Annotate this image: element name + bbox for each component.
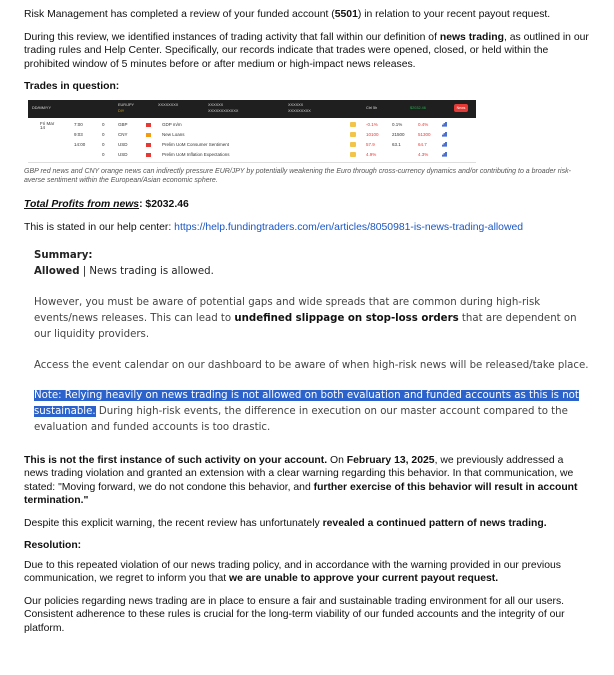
note-label: Note: [34,390,62,402]
intro-text: Risk Management has completed a review of your funded account ( [24,9,335,20]
trades-table-body [28,118,476,163]
summary-title: Summary: [34,250,93,262]
row-forecast: 21500 [392,131,405,137]
resolution-paragraph [24,559,590,586]
impact-flag-icon [146,153,151,157]
header-pair-sub: DIY [118,108,125,113]
header-col5-sub: XXXXXXXXX [288,108,311,113]
folder-icon[interactable] [350,152,356,157]
intro-paragraph [24,8,590,22]
account-number: 5501 [334,9,358,20]
folder-icon[interactable] [350,122,356,127]
chart-icon[interactable] [442,152,447,157]
resolution-bold: we are unable to approve your current payout request. [229,573,499,585]
folder-icon[interactable] [350,132,356,137]
email-body [24,8,590,644]
row-count: 0 [102,131,105,137]
trades-table [28,100,476,163]
review-text-end: , as outlined in our trading rules and Help Center. Specifically, our records indicate that trades were opened, closed, or held within the prohibited window of 5 minutes before or after medium or high-impact news releases. [24,31,589,70]
despite-paragraph [24,517,590,531]
despite-text: Despite this explicit warning, the recent review has unfortunately [24,517,323,529]
impact-flag-icon [146,143,151,147]
impact-flag-icon [146,123,151,127]
row-date: Fri Mar 14 [40,120,55,131]
chart-icon[interactable] [442,122,447,127]
warning-section [24,454,590,636]
row-previous: 64.7 [418,141,427,147]
news-trading-term: news trading [439,31,504,43]
warning-text-2: , we previously addressed a news trading violation and granted an extension with a clear warning regarding this behavior. In that communication, we stated: "Moving forward, we do not condone this behavior, and [24,454,574,493]
row-currency: GBP [118,121,128,127]
impact-flag-icon [146,133,151,137]
row-event: New Loans [162,131,185,137]
row-event: GDP m/m [162,121,182,127]
review-paragraph [24,31,590,72]
allowed-label: Allowed [34,266,80,278]
note-text: During high-risk events, the difference in execution on our master account compared to the evaluation and funded accounts is too drastic. [34,406,568,433]
review-text: During this review, we identified instances of trading activity that fall within our definition of [24,31,440,43]
row-time: 14:00 [74,141,86,147]
help-center-line [24,221,590,235]
row-forecast: 63.1 [392,141,401,147]
warning-bold-1: This is not the first instance of such activity on your account. [24,454,328,466]
chart-icon[interactable] [442,142,447,147]
total-profits-label: Total Profits from news [24,199,140,211]
table-row [28,140,476,150]
header-col4: XXXXXX [208,102,224,107]
header-col3: XXXXXXXX [158,102,179,107]
help-center-link[interactable]: https://help.fundingtraders.com/en/articles/8050981-is-news-trading-allowed [174,221,524,233]
resolution-heading: Resolution: [24,540,82,552]
warning-bold-3: further exercise of this behavior will result in account termination." [24,481,578,507]
row-actual: 57.9 [366,141,375,147]
table-row [28,130,476,140]
row-actual: 4.9% [366,151,377,157]
header-col4-sub: XXXXXXXXXXXX [208,108,239,113]
row-count: 0 [102,141,105,147]
chart-icon[interactable] [442,132,447,137]
warning-text-1: On [327,454,347,466]
trades-heading: Trades in question: [24,81,120,93]
header-profit: $2032.46 [410,105,426,110]
help-center-text: This is stated in our help center: [24,221,175,233]
header-date: DD/MM/YY [32,105,51,110]
news-button[interactable]: News [454,104,468,112]
slippage-bold: undefined slippage on stop-loss orders [234,312,459,324]
warning-paragraph [24,454,590,508]
summary-block [34,248,590,280]
intro-text-end: ) in relation to your recent payout request. [357,9,551,20]
total-profits-value: : $2032.46 [139,199,189,211]
row-previous: 51300 [418,131,431,137]
header-col5: XXXXXX [288,102,304,107]
row-currency: USD [118,141,128,147]
header-col6: Ctrl 5h [366,105,378,110]
allowed-text: | News trading is allowed. [79,266,214,278]
despite-bold: revealed a continued pattern of news trading. [322,517,547,529]
row-time: 7:00 [74,121,83,127]
summary-allowed [34,264,590,280]
folder-icon[interactable] [350,142,356,147]
slippage-text: However, you must be aware of potential gaps and wide spreads that are common during high-risk events/news releases. This can lead to [34,297,541,324]
row-currency: USD [118,151,128,157]
policy-paragraph: Our policies regarding news trading are in place to ensure a fair and sustainable trading environment for all our users. Consistent adherence to these rules is crucial for the long-term viability of our funded accounts and the integrity of our platform. [24,595,565,634]
row-actual: -0.1% [366,121,378,127]
header-pair: EUR/JPY [118,102,135,107]
total-profits-line [24,198,590,212]
row-event: Prelim UoM Inflation Expectations [162,151,230,157]
table-row [28,120,476,130]
row-currency: CNY [118,131,128,137]
table-caption: GBP red news and CNY orange news can indirectly pressure EUR/JPY by potentially weakening the Euro through cross-currency dynamics and/or contributing to a broader risk-averse sentiment within the European/Asian economic sphere. [24,167,571,185]
slippage-text-end: that are dependent on our liquidity providers. [34,312,577,340]
row-time: 9:03 [74,131,83,137]
row-count: 0 [102,121,105,127]
slippage-paragraph [34,295,590,342]
help-center-excerpt [24,248,590,435]
warning-date: February 13, 2025 [346,454,435,466]
row-forecast: 0.1% [392,121,403,127]
resolution-text: Due to this repeated violation of our news trading policy, and in accordance with the warning provided in our previous communication, we regret to inform you that [24,559,561,585]
row-count: 0 [102,151,105,157]
row-previous: 4.3% [418,151,429,157]
row-actual: 10100 [366,131,379,137]
calendar-paragraph: Access the event calendar on our dashboard to be aware of when high-risk news will be released/take place. [34,359,589,371]
table-row [28,150,476,160]
trades-table-header [28,100,476,118]
note-highlighted-text: Relying heavily on news trading is not allowed on both evaluation and funded accounts as this is not sustainable. [34,390,579,418]
note-paragraph [34,388,590,435]
row-event: Prelim UoM Consumer Sentiment [162,141,230,147]
row-previous: 0.4% [418,121,429,127]
